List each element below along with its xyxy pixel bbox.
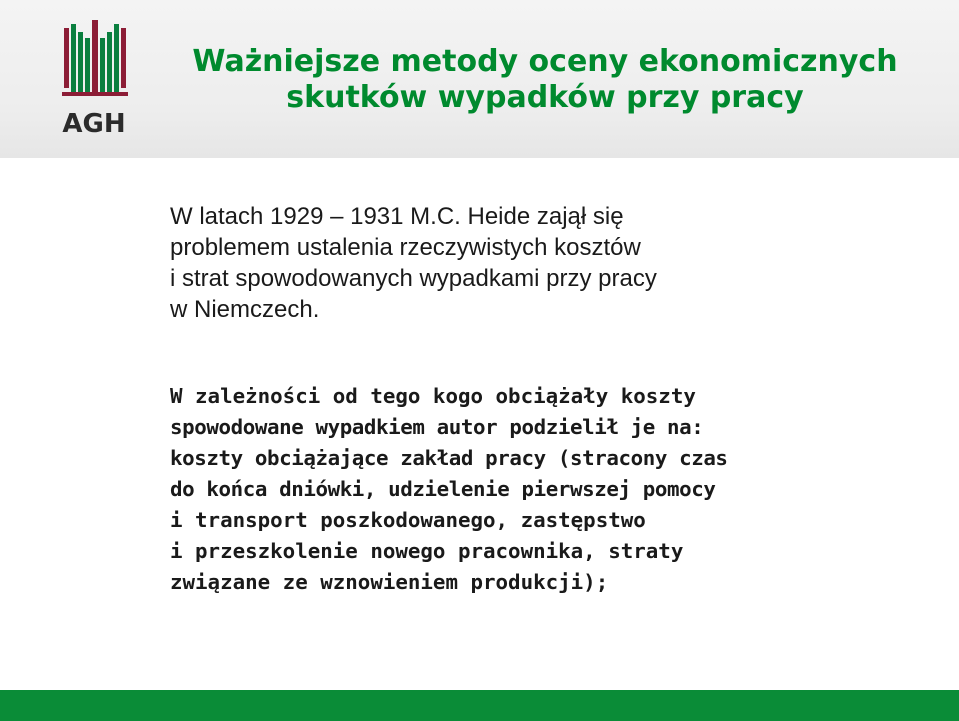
paragraph-line: W latach 1929 – 1931 M.C. Heide zajął się [170,203,624,230]
paragraph-line: do końca dniówki, udzielenie pierwszej pomocy [170,477,716,501]
title-line-2: skutków wypadków przy pracy [286,80,804,115]
paragraph-line: i przeszkolenie nowego pracownika, straty [170,539,684,563]
paragraph-line: i transport poszkodowanego, zastępstwo [170,508,646,532]
agh-logo [46,20,138,140]
logo-text: AGH [62,109,126,139]
title-line-1: Ważniejsze metody oceny ekonomicznych [192,44,898,79]
page-title [150,44,940,116]
paragraph-line: związane ze wznowieniem produkcji); [170,570,609,594]
footer-bar [0,690,959,721]
paragraph-line: spowodowane wypadkiem autor podzielił je na: [170,415,704,439]
paragraph-line: koszty obciążające zakład pracy (stracony czas [170,446,728,470]
paragraph-line: problemem ustalenia rzeczywistych kosztów [170,234,641,261]
intro-paragraph [170,201,930,325]
cost-classification-paragraph [170,381,940,598]
paragraph-line: i strat spowodowanych wypadkami przy pracy [170,265,657,292]
paragraph-line: w Niemczech. [170,296,320,323]
paragraph-line: W zależności od tego kogo obciążały koszty [170,384,696,408]
